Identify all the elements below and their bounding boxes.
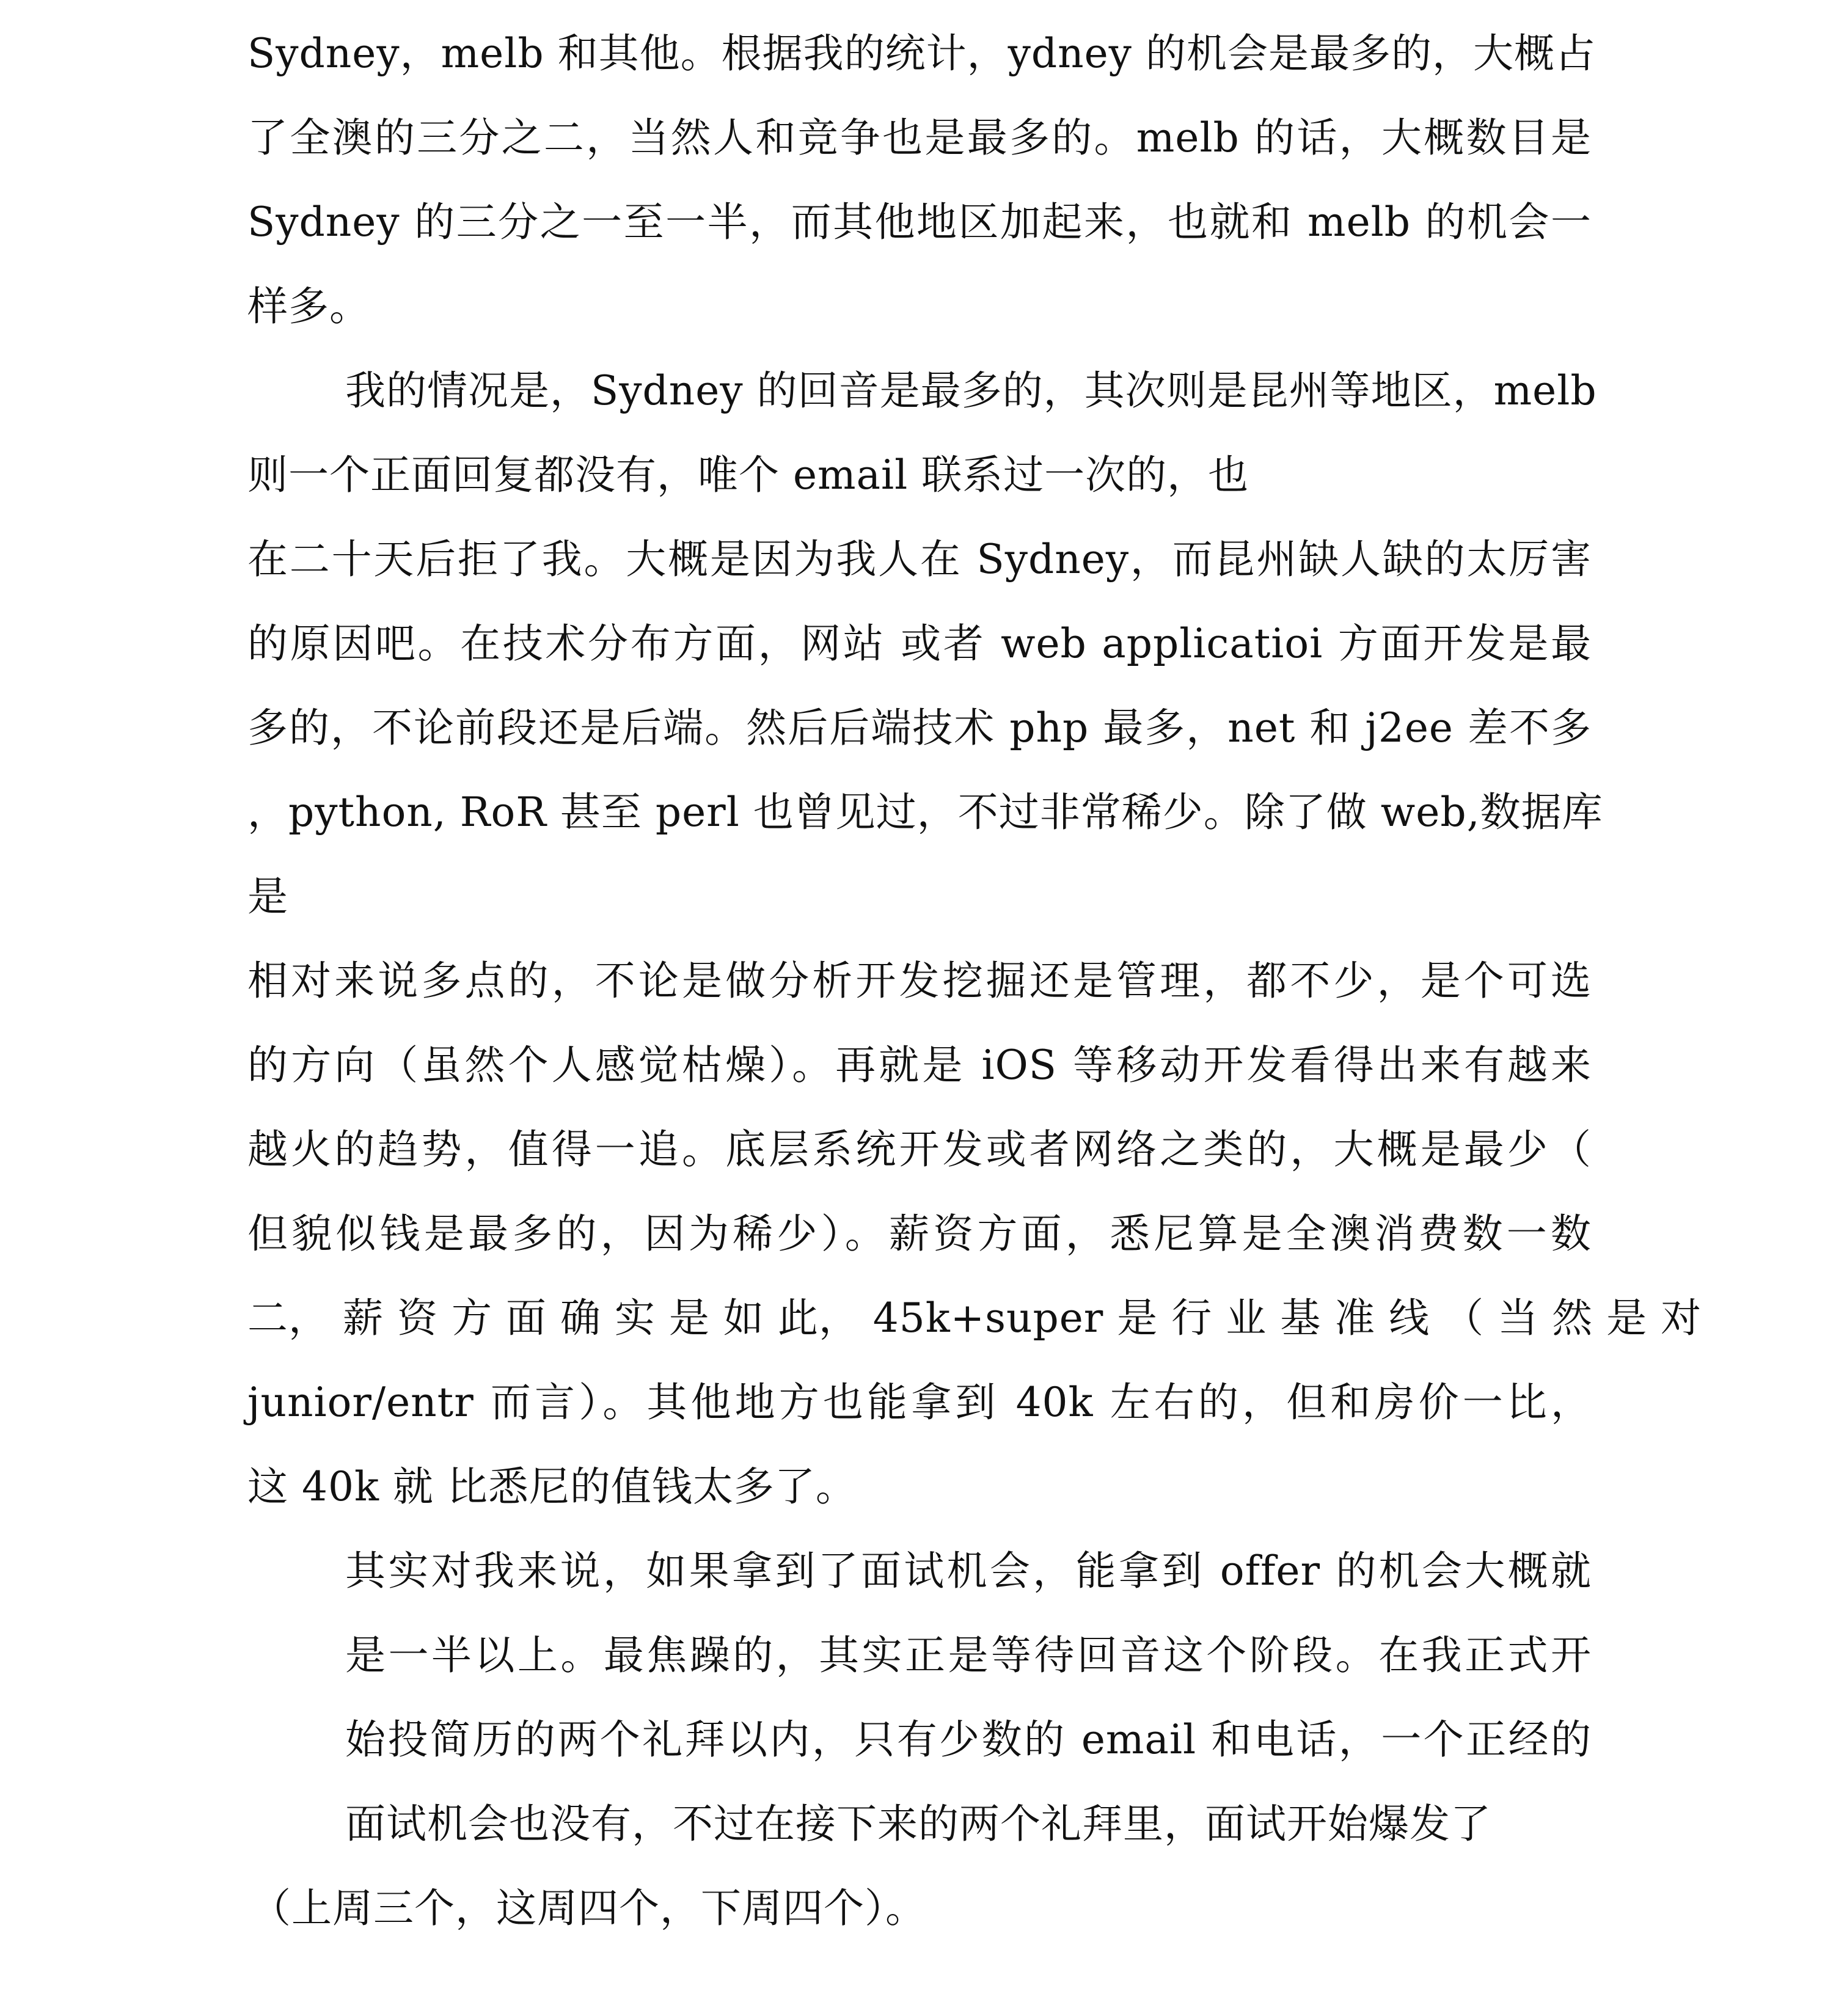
text-line: （上周三个，这周四个，下周四个）。 — [251, 1885, 926, 1932]
text-line: 的方向（虽然个人感觉枯燥）。再就是 iOS 等移动开发看得出来有越来 — [247, 1042, 1592, 1089]
text-line: 的原因吧。在技术分布方面，网站 或者 web applicatioi 方面开发是最 — [247, 620, 1592, 667]
text-line: 这 40k 就 比悉尼的值钱太多了。 — [247, 1463, 857, 1510]
text-line: 了全澳的三分之二，当然人和竞争也是最多的。melb 的话，大概数目是 — [247, 114, 1592, 161]
text-line: 始投简历的两个礼拜以内，只有少数的 email 和电话，一个正经的 — [345, 1716, 1592, 1763]
text-line: 则一个正面回复都没有，唯个 email 联系过一次的，也 — [247, 451, 1249, 499]
text-line: 越火的趋势，值得一追。底层系统开发或者网络之类的，大概是最少（ — [247, 1126, 1592, 1173]
paragraph-start-line: 我的情况是，Sydney 的回音是最多的，其次则是昆州等地区，melb — [345, 367, 1597, 414]
text-line: 是一半以上。最焦躁的，其实正是等待回音这个阶段。在我正式开 — [345, 1632, 1592, 1679]
text-line: 但貌似钱是最多的，因为稀少）。薪资方面，悉尼算是全澳消费数一数 — [247, 1210, 1592, 1257]
text-line: 是 — [247, 873, 288, 920]
text-line: 在二十天后拒了我。大概是因为我人在 Sydney，而昆州缺人缺的太厉害 — [247, 536, 1592, 583]
text-line: 二， 薪 资 方 面 确 实 是 如 此， 45k+super 是 行 业 基 准 线 （ 当 然 是 对 — [247, 1295, 1702, 1342]
text-line: ，python, RoR 甚至 perl 也曾见过，不过非常稀少。除了做 web,数据库 — [247, 789, 1603, 836]
paragraph-start-line: 其实对我来说，如果拿到了面试机会，能拿到 offer 的机会大概就 — [345, 1547, 1592, 1594]
text-line: junior/entr 而言）。其他地方也能拿到 40k 左右的，但和房价一比， — [247, 1379, 1592, 1426]
text-line: 面试机会也没有，不过在接下来的两个礼拜里，面试开始爆发了 — [345, 1800, 1491, 1847]
text-line: 相对来说多点的，不论是做分析开发挖掘还是管理，都不少，是个可选 — [247, 957, 1592, 1004]
text-line: 多的，不论前段还是后端。然后后端技术 php 最多，net 和 j2ee 差不多 — [247, 704, 1592, 751]
text-line: 样多。 — [247, 283, 370, 330]
text-line: Sydney，melb 和其他。根据我的统计，ydney 的机会是最多的，大概占 — [247, 30, 1596, 77]
text-line: Sydney 的三分之一至一半，而其他地区加起来，也就和 melb 的机会一 — [247, 199, 1592, 246]
